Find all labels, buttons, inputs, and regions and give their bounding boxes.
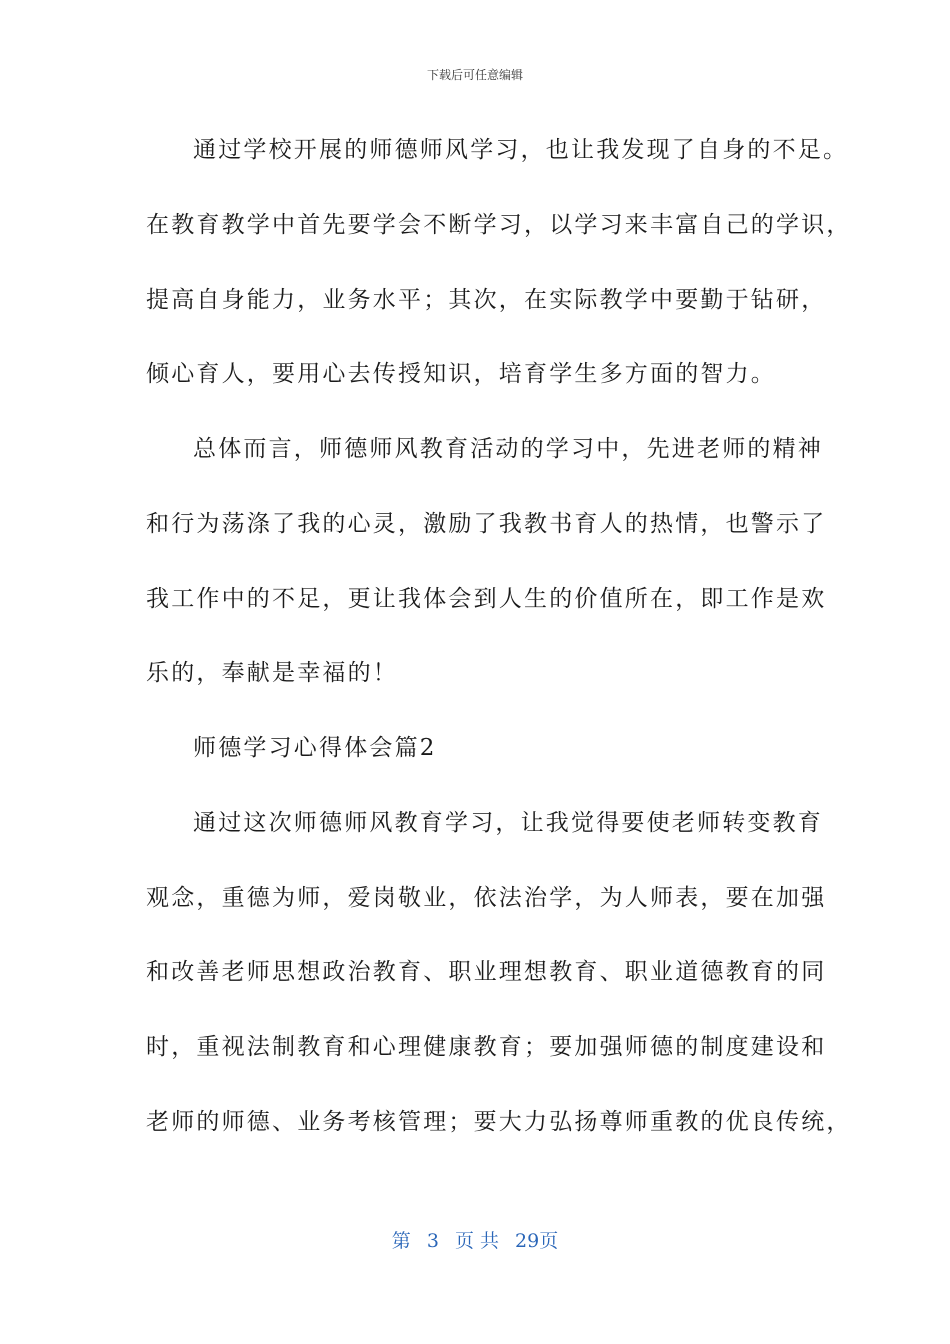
page-label-mid: 页 共	[454, 1230, 499, 1252]
text-line: 我工作中的不足，更让我体会到人生的价值所在，即工作是欢	[146, 586, 827, 612]
text-line: 老师的师德、业务考核管理；要大力弘扬尊师重教的优良传统，	[146, 1109, 852, 1135]
text-line: 总体而言，师德师风教育活动的学习中，先进老师的精神	[193, 436, 823, 462]
text-line: 通过这次师德师风教育学习，让我觉得要使老师转变教育	[193, 810, 823, 836]
page-number: 3	[426, 1230, 439, 1252]
text-line: 通过学校开展的师德师风学习，也让我发现了自身的不足。	[193, 137, 849, 163]
text-line: 和行为荡涤了我的心灵，激励了我教书育人的热情，也警示了	[146, 511, 827, 537]
text-line: 倾心育人，要用心去传授知识，培育学生多方面的智力。	[146, 361, 776, 387]
total-pages: 29页	[515, 1230, 559, 1252]
header-note: 下载后可任意编辑	[426, 68, 523, 82]
text-line: 在教育教学中首先要学会不断学习，以学习来丰富自己的学识，	[146, 212, 852, 238]
text-line: 提高自身能力，业务水平；其次，在实际教学中要勤于钻研，	[146, 287, 827, 313]
page-label-prefix: 第	[391, 1230, 411, 1252]
text-line: 和改善老师思想政治教育、职业理想教育、职业道德教育的同	[146, 959, 827, 985]
text-line: 观念，重德为师，爱岗敬业，依法治学，为人师表，要在加强	[146, 885, 827, 911]
text-line: 时，重视法制教育和心理健康教育；要加强师德的制度建设和	[146, 1034, 827, 1060]
text-line: 乐的，奉献是幸福的！	[146, 660, 398, 686]
section-heading: 师德学习心得体会篇2	[193, 735, 437, 761]
page-footer	[0, 1226, 950, 1253]
